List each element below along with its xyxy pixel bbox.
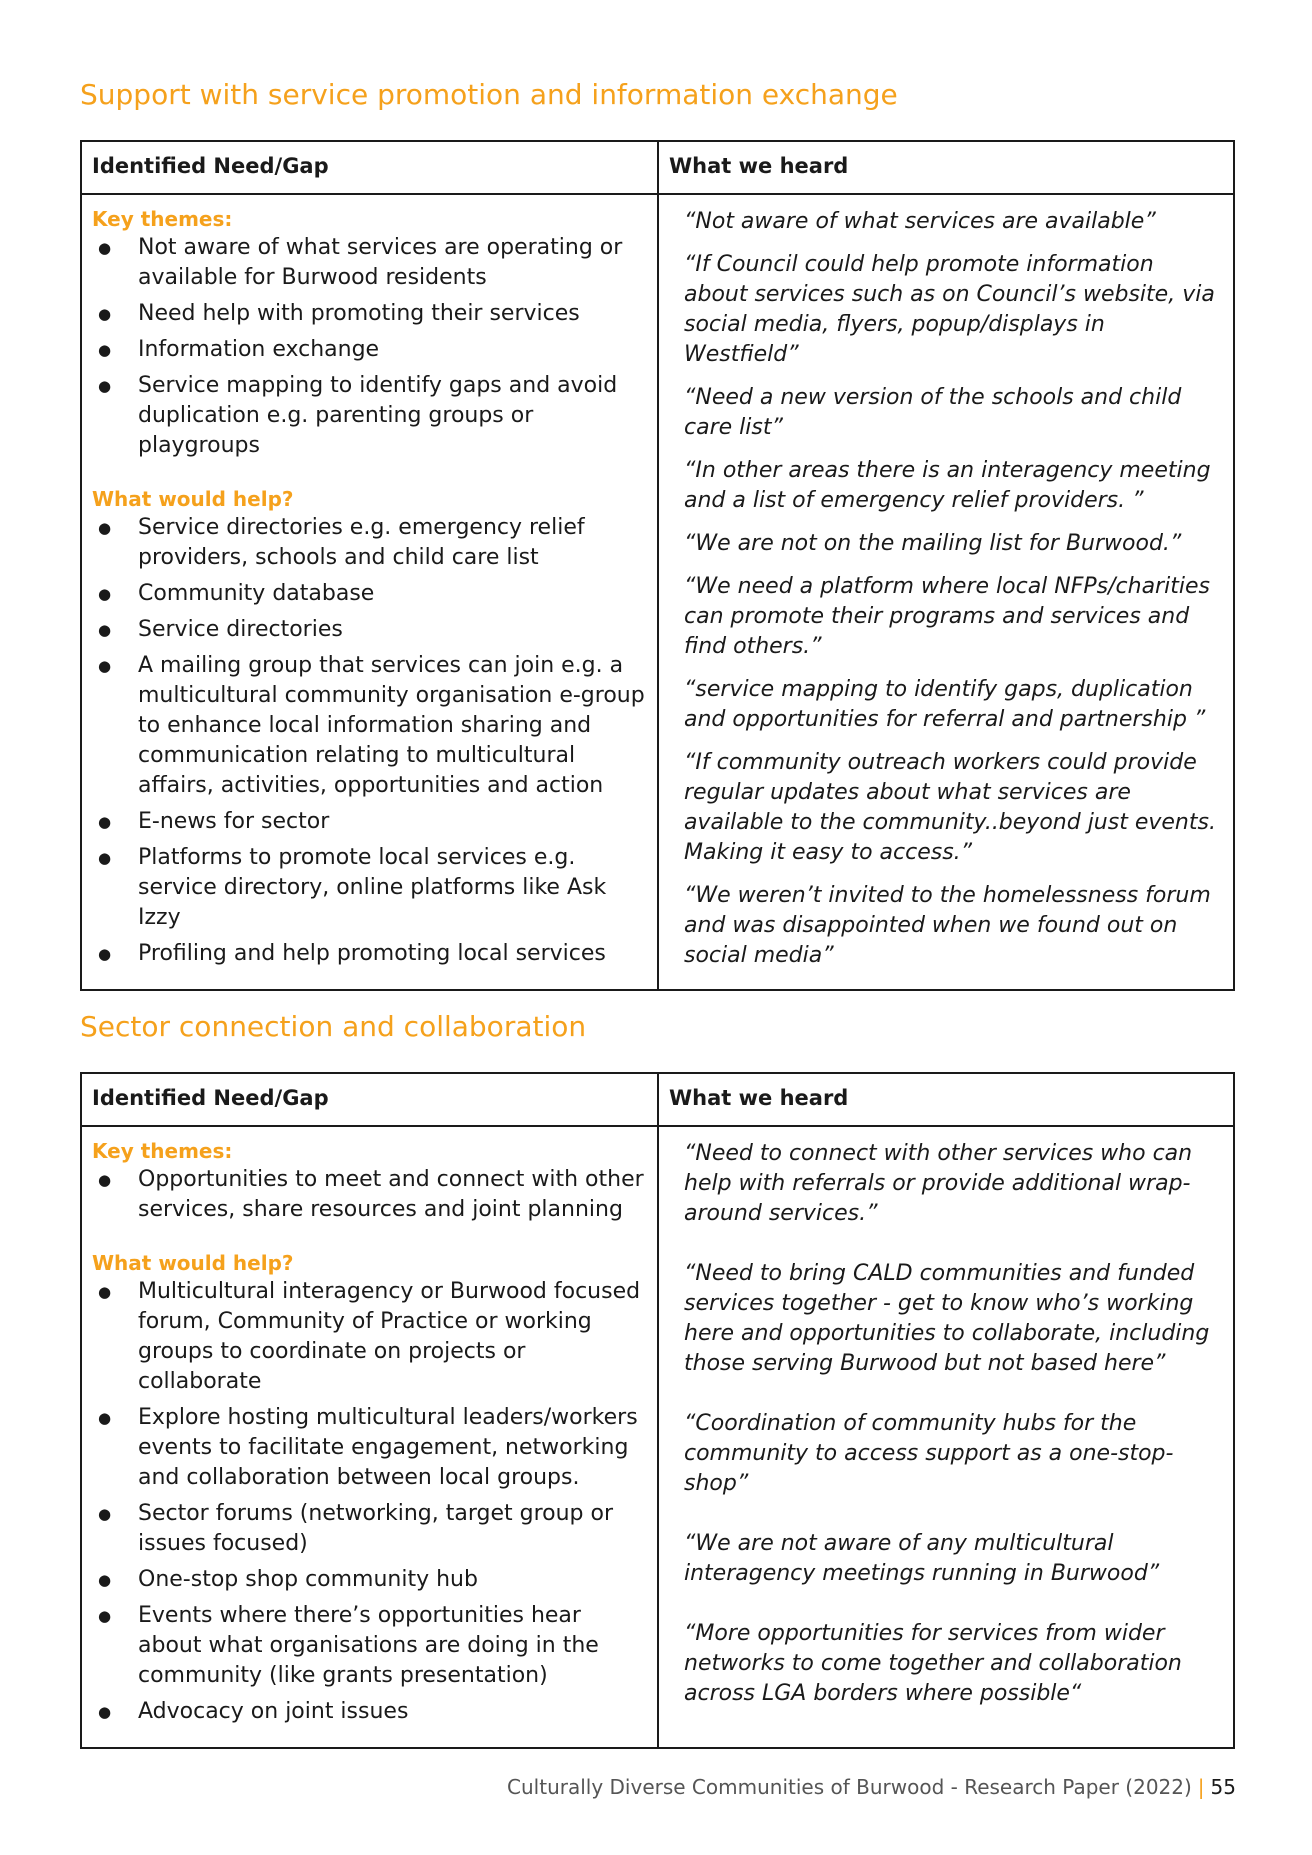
help-list [92, 1277, 647, 1727]
page-number: 55 [1210, 1775, 1236, 1799]
what-would-help-label: What would help? [92, 487, 294, 511]
need-cell [81, 194, 658, 990]
page-footer [507, 1775, 1236, 1799]
service-promotion-table [80, 140, 1235, 991]
footer-separator: | [1197, 1775, 1205, 1799]
quote: “More opportunities for services from wider networks to come together and collaboration across LGA borders where possible“ [684, 1621, 1182, 1706]
list-item: ● Events where there’s opportunities hear about what organisations are doing in the community (like grants presentation) [92, 1601, 647, 1691]
list-item: ● Platforms to promote local services e.g. service directory, online platforms like Ask Izzy [92, 843, 647, 933]
column-header-heard: What we heard [658, 1073, 1234, 1126]
list-item: ● Explore hosting multicultural leaders/workers events to facilitate engagement, networking and collaboration between local groups. [92, 1403, 647, 1493]
quote: “Need a new version of the schools and child care list” [684, 385, 1182, 440]
quote: “In other areas there is an interagency meeting and a list of emergency relief providers. ” [684, 458, 1211, 513]
list-item: ● Need help with promoting their services [92, 299, 647, 329]
quote: “Not aware of what services are available” [684, 209, 1156, 234]
quote: “If community outreach workers could provide regular updates about what services are available to the community..beyond just events. Making it easy to access.” [684, 750, 1216, 865]
list-item: ● A mailing group that services can join e.g. a multicultural community organisation e-group to enhance local information sharing and communication relating to multicultural affairs, activities, opportunities and action [92, 651, 647, 801]
quote: “We are not aware of any multicultural interagency meetings running in Burwood” [684, 1531, 1160, 1586]
list-item: ● Information exchange [92, 335, 647, 365]
heard-cell [658, 194, 1234, 990]
column-header-heard: What we heard [658, 141, 1234, 194]
list-item: ● E-news for sector [92, 807, 647, 837]
list-item: ● Advocacy on joint issues [92, 1697, 647, 1727]
column-header-need: Identified Need/Gap [81, 1073, 658, 1126]
list-item: ● Service mapping to identify gaps and avoid duplication e.g. parenting groups or playgroups [92, 371, 647, 461]
list-item: ● Not aware of what services are operating or available for Burwood residents [92, 233, 647, 293]
quote: “We are not on the mailing list for Burwood.” [684, 531, 1182, 556]
quote: “service mapping to identify gaps, duplication and opportunities for referral and partnership ” [684, 677, 1206, 732]
need-cell [81, 1126, 658, 1748]
key-themes-list [92, 233, 647, 461]
quote: “Need to connect with other services who can help with referrals or provide additional wrap-around services.” [684, 1141, 1193, 1226]
column-header-need: Identified Need/Gap [81, 141, 658, 194]
heard-cell [658, 1126, 1234, 1748]
quote: “If Council could help promote information about services such as on Council’s website, via social media, flyers, popup/displays in Westfield” [684, 252, 1215, 367]
quote: “Need to bring CALD communities and funded services together - get to know who’s working here and opportunities to collaborate, including those serving Burwood but not based here” [684, 1261, 1210, 1376]
help-list [92, 513, 647, 969]
section-title-sector-connection: Sector connection and collaboration [80, 1010, 587, 1043]
list-item: ● Profiling and help promoting local services [92, 939, 647, 969]
list-item: ● Sector forums (networking, target group or issues focused) [92, 1499, 647, 1559]
list-item: ● Community database [92, 579, 647, 609]
list-item: ● One-stop shop community hub [92, 1565, 647, 1595]
list-item: ● Service directories [92, 615, 647, 645]
quote: “We weren’t invited to the homelessness forum and was disappointed when we found out on social media” [684, 883, 1211, 968]
list-item: ● Opportunities to meet and connect with other services, share resources and joint planning [92, 1165, 647, 1225]
section-title-service-promotion: Support with service promotion and information exchange [80, 78, 898, 111]
quote: “We need a platform where local NFPs/charities can promote their programs and services and find others.” [684, 574, 1210, 659]
what-would-help-label: What would help? [92, 1251, 294, 1275]
footer-text: Culturally Diverse Communities of Burwood - Research Paper (2022) [507, 1775, 1192, 1799]
key-themes-label: Key themes: [92, 207, 233, 231]
quote: “Coordination of community hubs for the community to access support as a one-stop-shop” [684, 1411, 1174, 1496]
key-themes-label: Key themes: [92, 1139, 233, 1163]
list-item: ● Service directories e.g. emergency relief providers, schools and child care list [92, 513, 647, 573]
key-themes-list [92, 1165, 647, 1225]
sector-connection-table [80, 1072, 1235, 1749]
list-item: ● Multicultural interagency or Burwood focused forum, Community of Practice or working groups to coordinate on projects or collaborate [92, 1277, 647, 1397]
